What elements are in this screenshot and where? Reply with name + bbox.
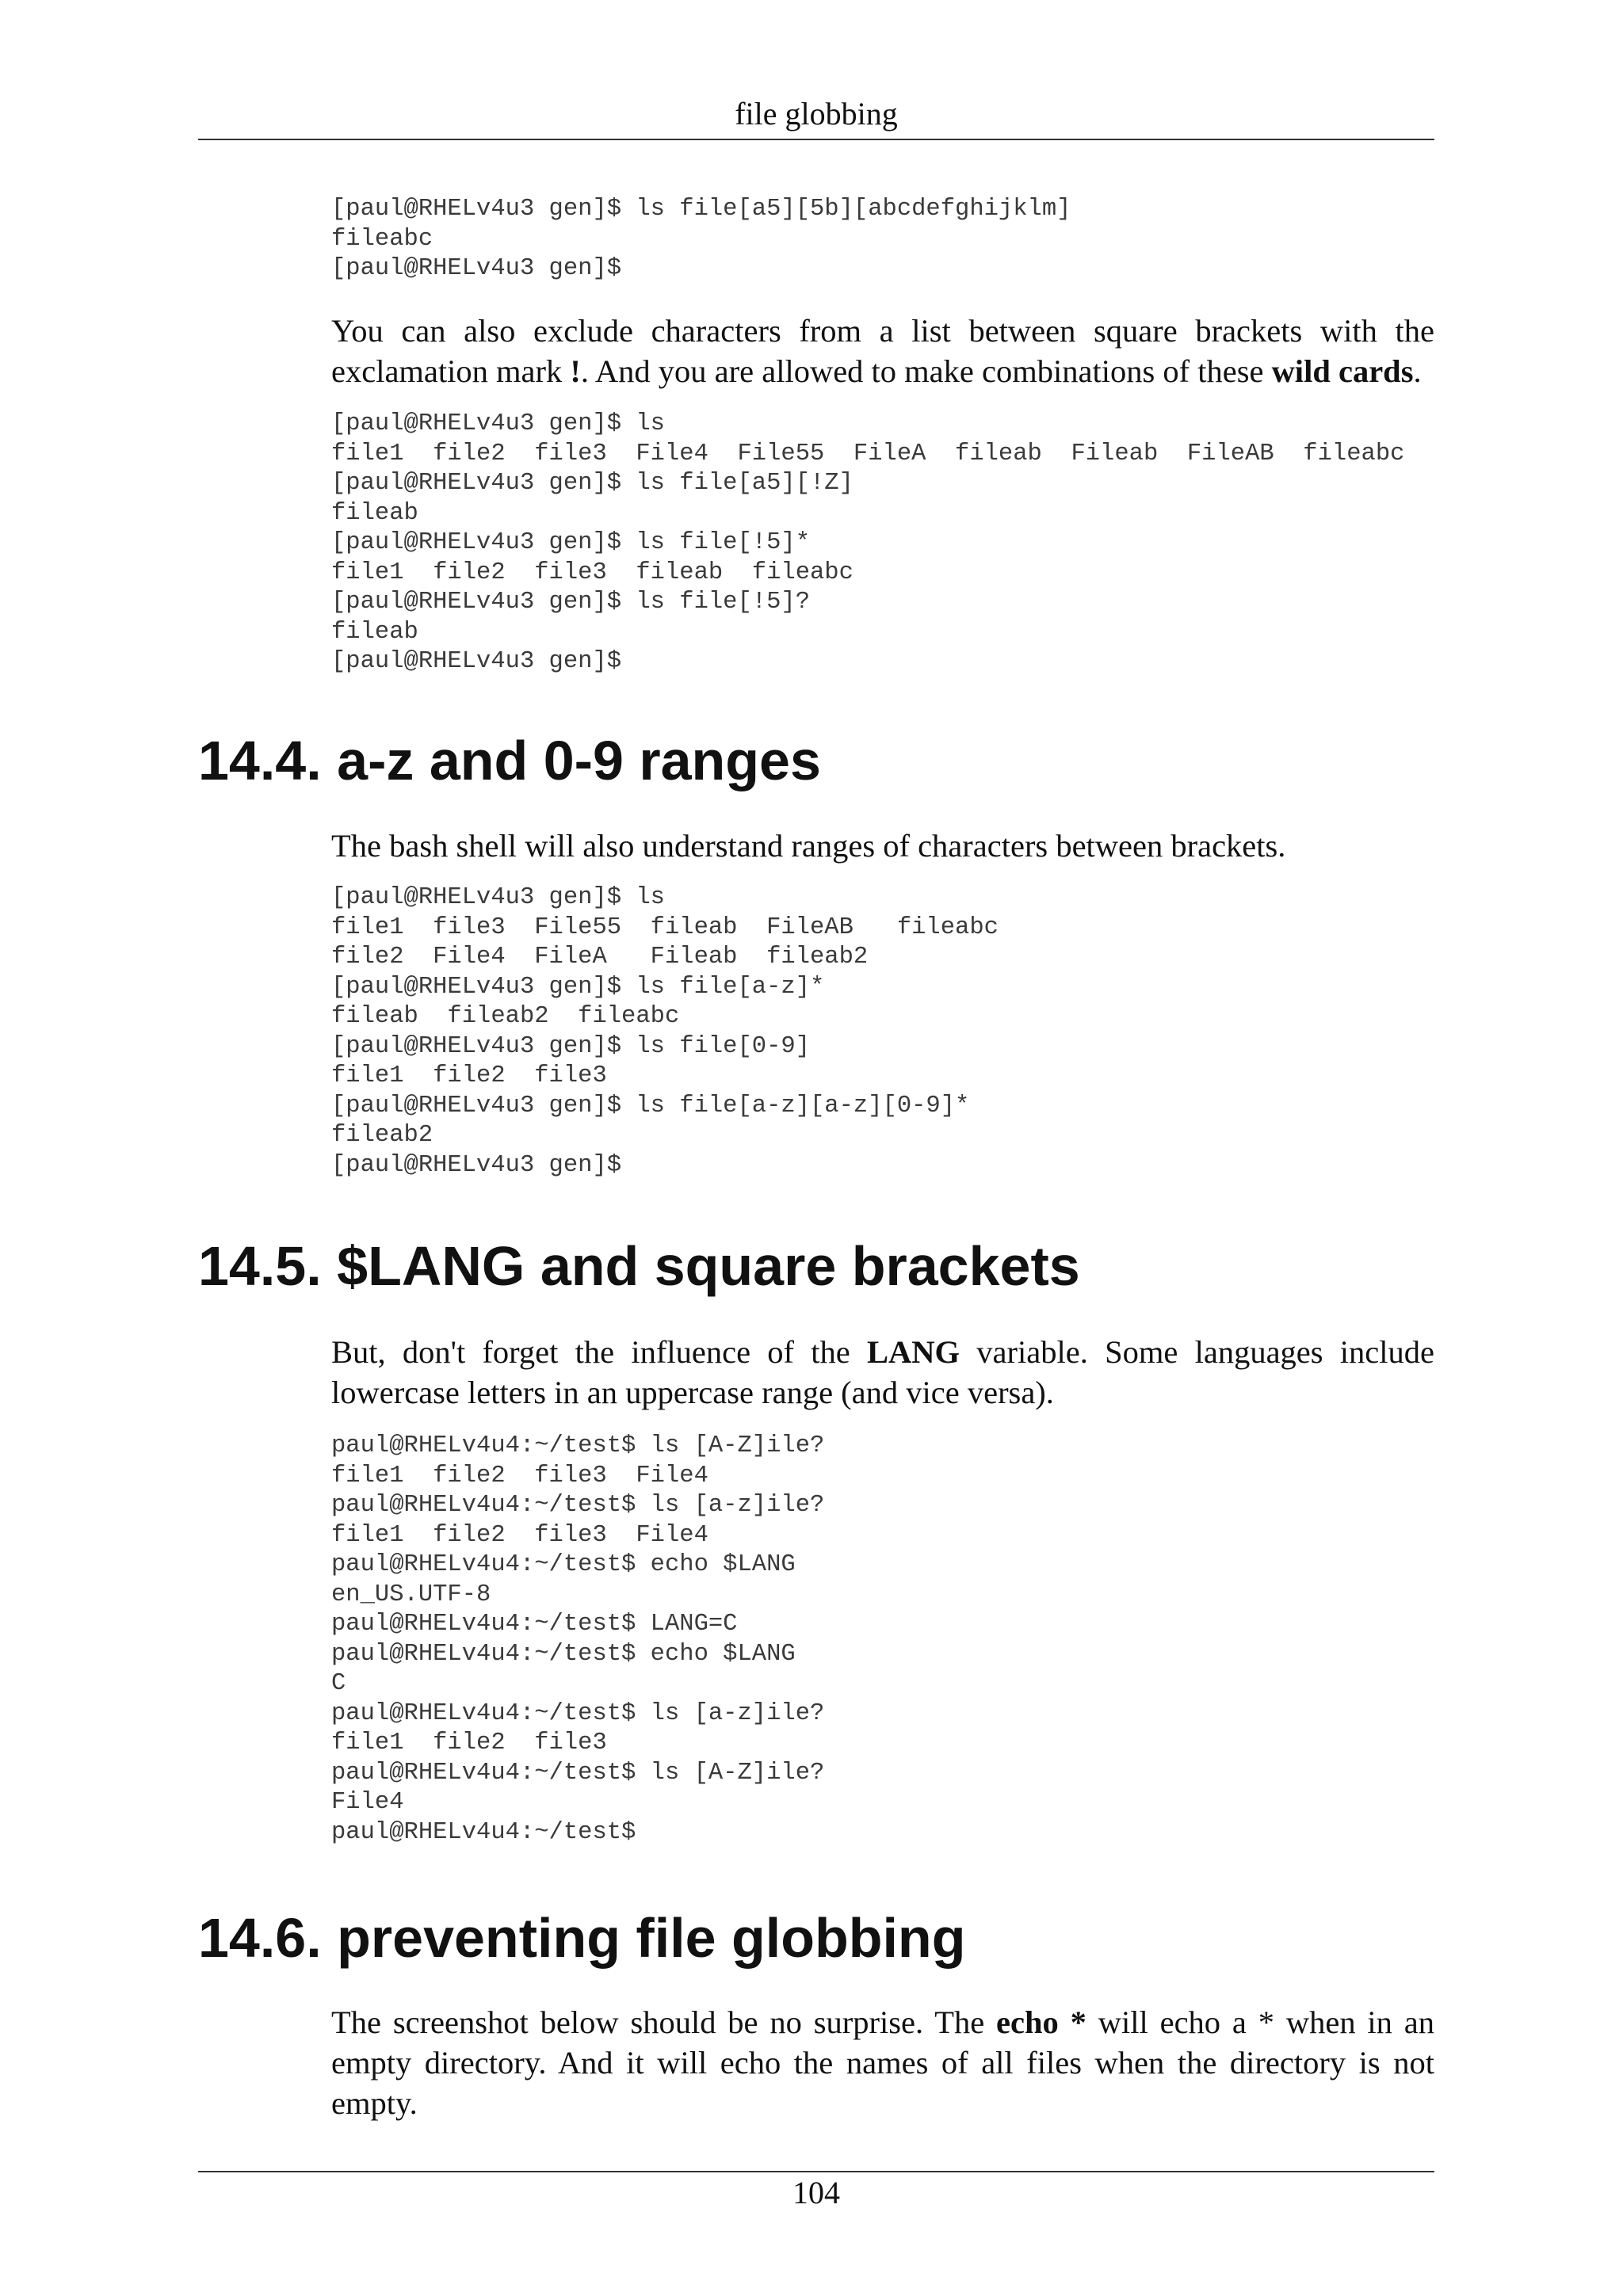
running-header: file globbing <box>735 96 898 132</box>
terminal-output: [paul@RHELv4u3 gen]$ ls file1 file2 file3 File4 File55 FileA fileab Fileab FileAB fileabc [paul@RHELv4u3 gen]$ ls file[a5][!Z] fileab [paul@RHELv4u3 gen]$ ls file[!5]* file1 file2 file3 fileab fileabc [paul@RHELv4u3 gen]$ ls file[!5]? fileab [paul@RHELv4u3 gen]$ <box>331 410 1405 675</box>
header-rule <box>198 139 1434 140</box>
terminal-output: paul@RHELv4u4:~/test$ ls [A-Z]ile? file1 file2 file3 File4 paul@RHELv4u4:~/test$ ls [a-z]ile? file1 file2 file3 File4 paul@RHELv4u4:~/test$ echo $LANG en_US.UTF-8 paul@RHELv4u4:~/test$ LANG=C paul@RHELv4u4:~/test$ echo $LANG C paul@RHELv4u4:~/test$ ls [a-z]ile? file1 file2 file3 paul@RHELv4u4:~/test$ ls [A-Z]ile? File4 paul@RHELv4u4:~/test$ <box>331 1432 825 1846</box>
paragraph-ranges <box>331 826 1434 866</box>
body-text: The bash shell will also understand ranges of characters between brackets. <box>331 828 1286 864</box>
body-text: The screenshot below should be no surprise. The echo * will echo a * when in an empty directory. And it will echo the names of all files when the directory is not empty. <box>331 2004 1435 2121</box>
code-block-lang <box>331 1432 1434 1848</box>
terminal-output: [paul@RHELv4u3 gen]$ ls file[a5][5b][abcdefghijklm] fileabc [paul@RHELv4u3 gen]$ <box>331 196 1071 282</box>
body-text: But, don't forget the influence of the LANG variable. Some languages include lowercase letters in an uppercase range (and vice versa). <box>331 1334 1434 1410</box>
paragraph-prevent <box>331 2002 1434 2123</box>
code-block-ranges <box>331 883 1434 1180</box>
body-text: You can also exclude characters from a list between square brackets with the exclamation mark !. And you are allowed to make combinations of these wild cards. <box>331 313 1434 389</box>
paragraph-exclude <box>331 311 1434 391</box>
section-heading-14-4: 14.4. a-z and 0-9 ranges <box>198 730 821 791</box>
section-heading-14-5: 14.5. $LANG and square brackets <box>198 1235 1080 1297</box>
terminal-output: [paul@RHELv4u3 gen]$ ls file1 file3 File55 fileab FileAB fileabc file2 File4 FileA Fileab fileab2 [paul@RHELv4u3 gen]$ ls file[a-z]* fileab fileab2 fileabc [paul@RHELv4u3 gen]$ ls file[0-9] file1 file2 file3 [paul@RHELv4u3 gen]$ ls file[a-z][a-z][0-9]* fileab2 [paul@RHELv4u3 gen]$ <box>331 884 999 1179</box>
code-block-exclude <box>331 410 1434 677</box>
section-heading-14-6: 14.6. preventing file globbing <box>198 1907 966 1969</box>
page-number: 104 <box>792 2175 840 2210</box>
paragraph-lang <box>331 1332 1434 1413</box>
code-block-continued <box>331 195 1434 284</box>
